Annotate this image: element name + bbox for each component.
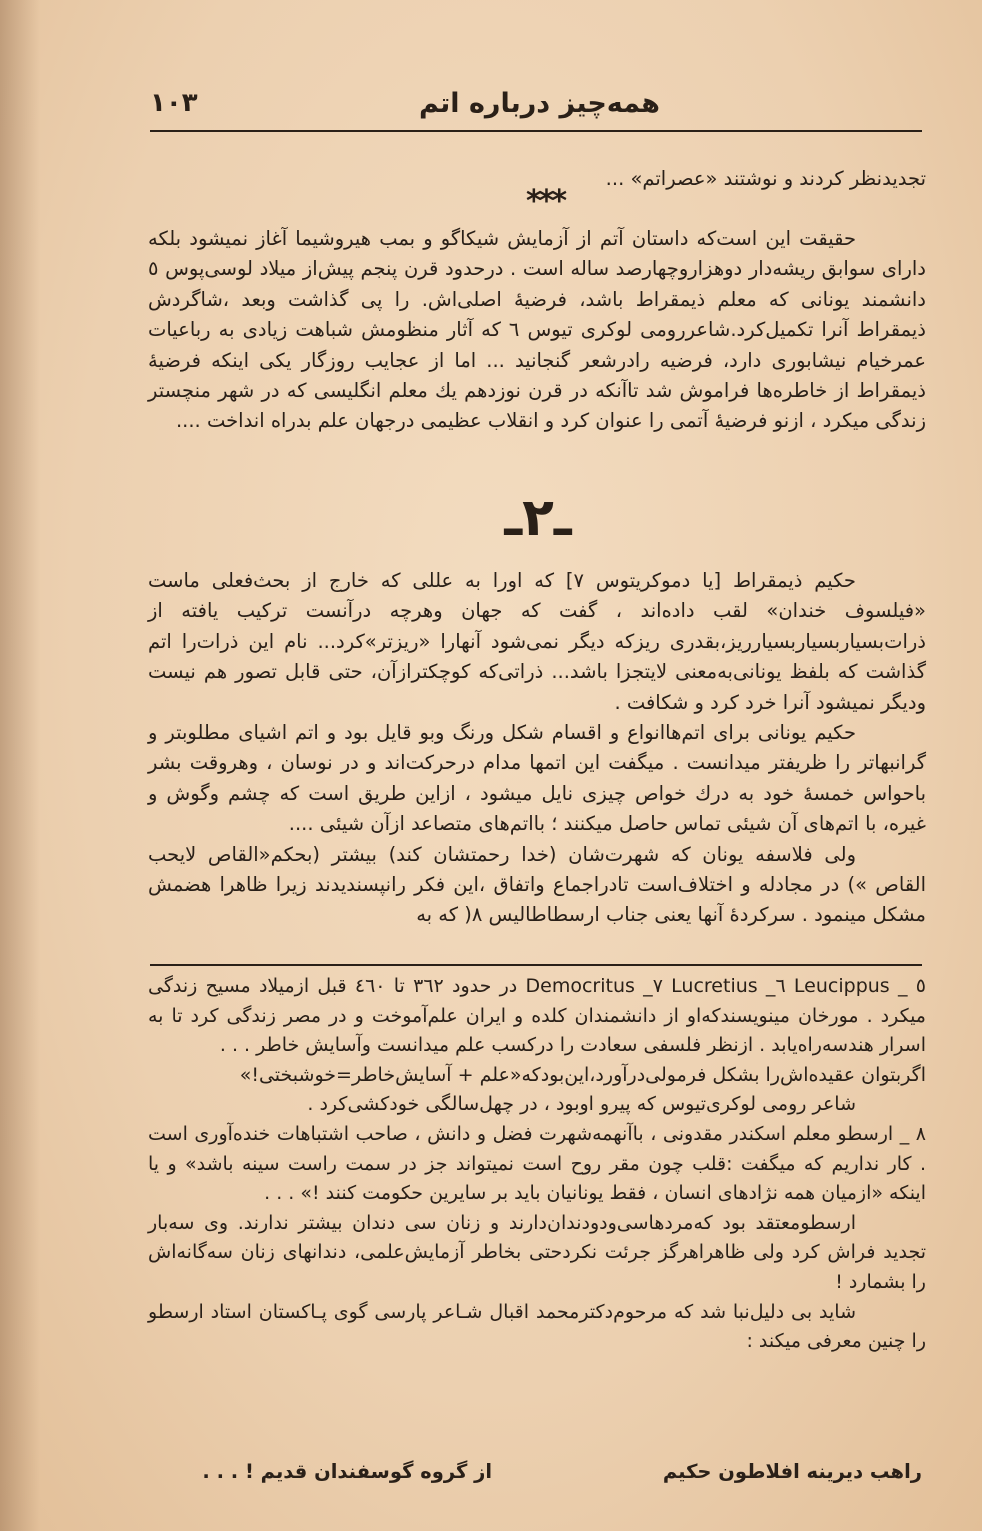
section1-body [148,224,926,437]
section2-paragraph-1: حکیم ذیمقراط [یا دموکریتوس ۷] که اورا به عللی که خارج از بحث‌فعلی ماست «فیلسوف خندان» لقب داده‌اند ، گفت که جهان وهرچه درآنست ترکیب یافته از ذرات‌بسیاربسیاربسیارریز،بقدری ریزکه دیگر نمی‌شود آنهارا «ریزتر»کرد... نام این ذرات‌را اتم گذاشت که بلفظ یونانی‌به‌معنی لایتجزا باشد... ذراتی‌که کوچکتراز‌آن، حتی قابل تصور هم نیست ودیگر نمیشود آنرا خرد کرد و شکافت . [148,569,926,714]
footnote-iqbal: شاید بی دلیل‌نبا شد که مرحوم‌دکترمحمد اقبال شـاعر پارسی گوی پـاکستان استاد ارسطو را چنین معرفی میکند : [148,1300,926,1353]
running-title: همه‌چیز درباره اتم [419,88,660,119]
footnote-rule [150,964,922,966]
section1-paragraph: حقیقت این است‌که داستان آتم از آزمایش شیکاگو و بمب هیروشیما آغاز نمیشود بلکه دارای سوابق ریشه‌دار دوهزاروچهارصد ساله است . درحدود قرن پنجم پیش‌از میلاد لوسی‌پوس ٥ دانشمند یونانی که معلم ذیمقراط باشد، فرضیهٔ اصلی‌اش. را پی گذاشت وبعد ،شاگردش ذیمقراط آنرا تکمیل‌کرد.شاعررومی لوکری تیوس ٦ که آثار منظومش شباهت زیادی به رباعیات عمرخیام نیشابوری دارد، فرضیه رادرشعر گنجانید ... اما از عجایب روزگار یکی اینکه فرضیهٔ ذیمقراط از خاطره‌ها فراموش شد تاآنکه در قرن نوزدهم یك معلم انگلیسی که در شهر منچستر زندگی میکرد ، ازنو فرضیهٔ آتمی را عنوان کرد و انقلاب عظیمی درجهان علم بدراه انداخت .... [148,227,926,433]
footnote-lucretius: شاعر رومی لوکری‌تیوس که پیرو اوبود ، در چهل‌سالگی خودکشی‌کرد . [307,1093,856,1116]
footnote-5-6-7: ٥ _ Leucippus ٦_ Lucretius ٧_ Democritus در حدود ٣٦٢ تا ٤٦٠ قبل ازمیلاد مسیح زندگی میکرد . مورخان مینویسندکه‌او از دانشمندان کلده و ایران علم‌آموخت و در مصر زندگی کرد تا به اسرار هندسه‌راه‌یابد . ازنظر فلسفی سعادت را درکسب علم میدانست وآسایش خاطر . . . [148,975,926,1057]
footnote-formula: اگربتوان عقیده‌اش‌را بشکل فرمولی‌درآورد،این‌بودکه«علم + آسایش‌خاطر=خوشبختی!» [239,1063,926,1086]
chapter-number: ـ۲ـ [504,488,572,548]
footnote-aristotle-teeth: ارسطومعتقد بود که‌مردهاسی‌ودودندان‌دارند و زنان سی دندان بیشتر ندارند. وی سه‌بار تجدید فراش کرد ولی ظاهرا‌هرگز جرئت نکردحتی بخاطر آزمایش‌علمی، دندانهای زنان سه‌گانه‌اش را بشمارد ! [148,1211,926,1293]
poem-verse [150,1460,922,1494]
page-gutter-shadow [0,0,40,1531]
poem-hemistich-2: از گروه گوسفندان قدیم ! . . . [202,1460,492,1483]
section2-paragraph-3: ولی فلاسفه یونان که شهرت‌شان (خدا رحمتشان کند) بیشتر (بحکم«القاص لایحب القاص ») در مجادله و اختلاف‌است تادراجماع واتفاق ،این فکر رانپسندیدند زیرا ظاهرا هضمش مشکل مینمود . سرکردهٔ آنها یعنی جناب ارسطاطالیس ۸( که به [148,842,926,927]
footnotes-block [148,972,926,1357]
section2-body [148,566,926,931]
footnote-8: ٨ _ ارسطو معلم اسکندر مقدونی ، باآنهمه‌شهرت فضل و دانش ، صاحب اشتباهات خنده‌آوری است . کار نداریم که میگفت :قلب چون مقر روح است نمیتواند جز در سمت راست سینه باشد» و یا اینکه «ازمیان همه نژادهای انسان ، فقط یونانیان باید بر سایرین حکومت کنند !» . . . [148,1122,926,1205]
section2-paragraph-2: حکیم یونانی برای اتم‌هاانواع و اقسام شکل ورنگ وبو قایل بود و اتم اشیای مطلوبتر و گرانبهاتر را ظریفتر میدانست . میگفت این اتمها مدام درحرکت‌اند و در نوسان ، وهروقت بشر باحواس خمسهٔ خود به درك خواص چیزی نایل میشود ، ازاین طریق است که چشم وگوش و غیره، با اتم‌های آن شیئی تماس حاصل میکنند ؛ بااتم‌های متصاعد ازآن شیئی .... [148,721,926,836]
intro-line: تجدیدنظر کردند و نوشتند «عصراتم» ... [605,167,926,190]
page-number: ۱۰۳ [150,88,198,118]
header-rule [150,130,922,132]
running-header [150,88,920,128]
section-stars: *** [525,184,565,219]
poem-hemistich-1: راهب دیرینه افلاطون حکیم [662,1460,922,1483]
